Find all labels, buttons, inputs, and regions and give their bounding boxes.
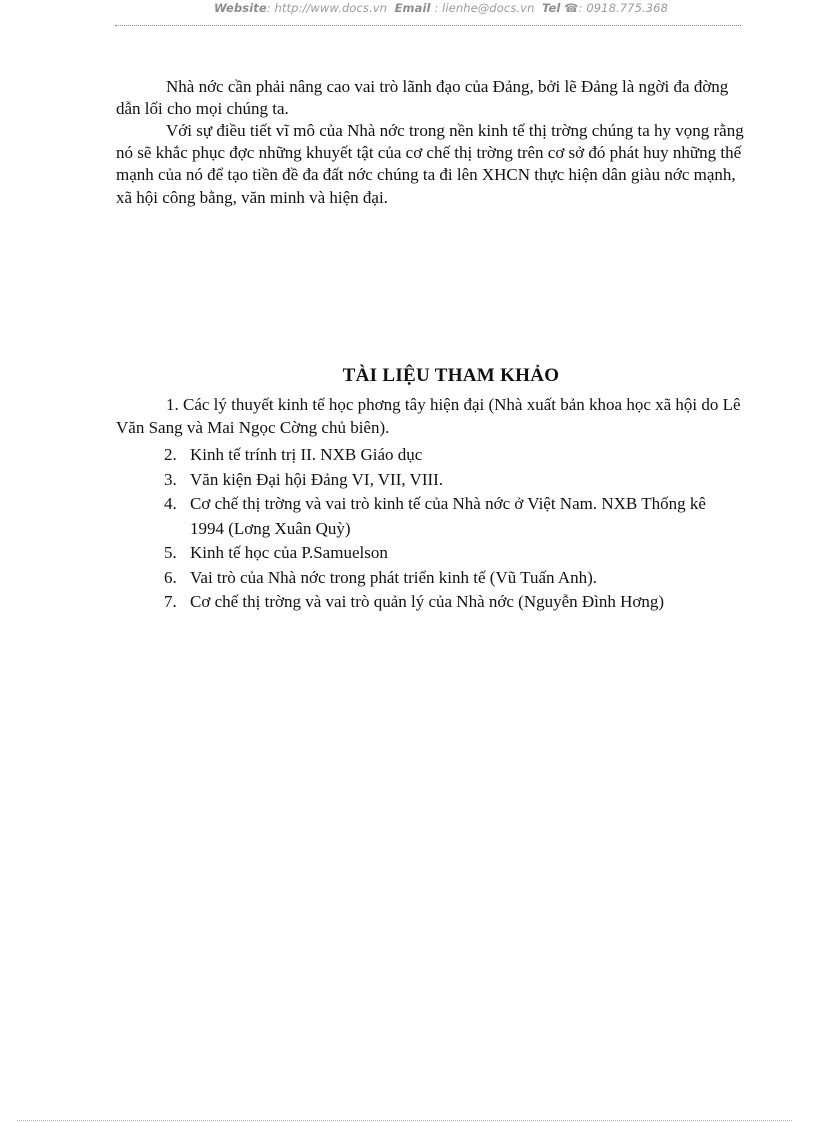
reference-list [164,443,724,615]
phone-icon: ☎ [564,1,579,15]
reference-item-4 [164,492,724,541]
website-label: Website [214,1,267,15]
website-value: : http://www.docs.vn [266,1,388,15]
body-paragraph-1 [116,76,746,120]
reference-text: Cơ chế thị trờng và vai trò quản lý của Nhà nớc (Nguyễn Đình Hơng) [190,592,665,611]
email-value: : lienhe@docs.vn [434,1,535,15]
reference-number: 7. [164,592,177,611]
page-header [0,0,816,26]
header-divider [115,25,741,26]
reference-text: Văn kiện Đại hội Đảng VI, VII, VIII. [190,469,444,489]
reference-item-6 [164,566,724,591]
email-label: Email [394,1,431,15]
reference-number: 3. [164,469,177,489]
reference-item-1 [116,394,746,439]
reference-text: Vai trò của Nhà nớc trong phát triển kinh tế (Vũ Tuấn Anh). [190,567,598,587]
tel-label: Tel [542,1,561,15]
paragraph-text: Với sự điều tiết vĩ mô của Nhà nớc trong nền kinh tế thị trờng chúng ta hy vọng rằng nó sẽ khắc phục đợc những khuyết tật của cơ chế thị trờng trên cơ sở đó phát huy những thế mạnh của nó để tạo tiền đề đa đất nớc chúng ta đi lên XHCN thực hiện dân giàu nớc mạnh, xã hội công bằng, văn minh và hiện đại. [116,121,744,207]
paragraph-text: Nhà nớc cần phải nâng cao vai trò lãnh đạo của Đảng, bởi lẽ Đảng là ngời đa đờng dẫn lối cho mọi chúng ta. [116,77,729,119]
reference-number: 6. [164,567,177,587]
reference-item-7 [164,590,724,615]
header-contact-line [214,1,668,15]
reference-item-3 [164,468,724,493]
reference-number: 2. [164,445,177,464]
reference-item-2 [164,443,724,468]
body-paragraph-2 [116,120,746,209]
reference-number: 5. [164,543,177,562]
reference-text: Cơ chế thị trờng và vai trò kinh tế của Nhà nớc ở Việt Nam. NXB Thống kê 1994 (Lơng Xuân Quỳ) [190,494,706,538]
reference-number: 4. [164,494,177,513]
reference-text: Kinh tế học của P.Samuelson [190,543,388,562]
reference-text: Kinh tế trính trị II. NXB Giáo dục [190,445,423,464]
reference-item-5 [164,541,724,566]
references-heading: TÀI LIỆU THAM KHẢO [342,365,560,386]
tel-value: : 0918.775.368 [578,1,669,15]
reference-text: 1. Các lý thuyết kinh tế học phơng tây hiện đại (Nhà xuất bản khoa học xã hội do Lê Văn Sang và Mai Ngọc Cờng chủ biên). [116,395,741,437]
footer-divider [17,1120,792,1121]
